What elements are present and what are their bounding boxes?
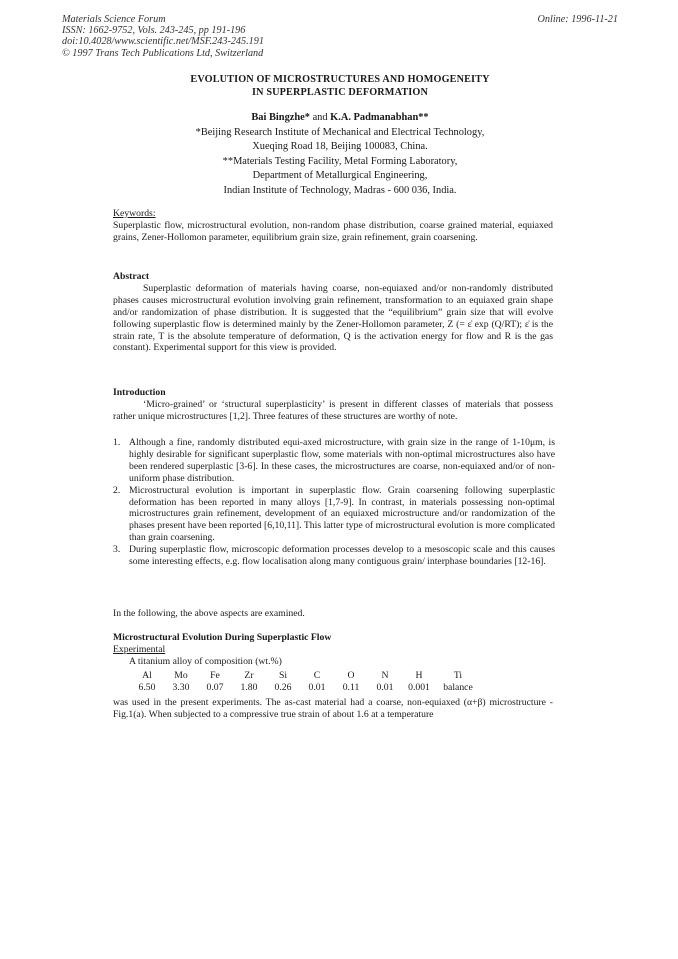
author-1: Bai Bingzhe* bbox=[251, 112, 310, 123]
affiliation-5: Indian Institute of Technology, Madras - 600 036, India. bbox=[223, 184, 457, 196]
experimental-text: was used in the present experiments. The as-cast material had a coarse, non-equiaxed (α+β) microstructure - Fig.1(a). When subjected to a compressive true strain of about 1.6 at a temperature bbox=[113, 697, 553, 720]
affiliation-1: *Beijing Research Institute of Mechanical and Electrical Technology, bbox=[195, 126, 485, 138]
element-cell: O bbox=[347, 670, 355, 681]
microstructural-section bbox=[113, 632, 553, 668]
keywords-text: Superplastic flow, microstructural evolution, non-random phase distribution, coarse grained material, equiaxed grains, Zener-Hollomon parameter, equilibrium grain size, grain refinement, grain coarsening. bbox=[113, 219, 553, 243]
element-cell: N bbox=[381, 670, 389, 681]
copyright-line: © 1997 Trans Tech Publications Ltd, Switzerland bbox=[62, 47, 264, 59]
list-text: During superplastic flow, microscopic deformation processes develop to a mesoscopic scale and this causes some interesting effects, e.g. flow localisation along many contiguous grain/ interphase boundaries [12-16]. bbox=[129, 544, 555, 568]
value-cell: 6.50 bbox=[138, 681, 156, 693]
element-cell: Mo bbox=[174, 670, 188, 681]
author-2: K.A. Padmanabhan** bbox=[330, 112, 429, 123]
list-text: Although a fine, randomly distributed equi-axed microstructure, with grain size in the range of 1-10μm, is highly desirable for significant superplastic flow, some materials with non-optimal microstructures also have been rendered superplastic [3-6]. In these cases, the microstructures are coarse, non-equiaxed and/or of non-uniform phase distribution. bbox=[129, 437, 555, 484]
keywords-heading: Keywords: bbox=[113, 208, 156, 219]
list-text: Microstructural evolution is important in superplastic flow. Grain coarsening following superplastic deformation has been reported in many alloys [1,7-9]. In contrast, in materials possessing non-optimal microstructures grain refinement, development of an equiaxed microstructure and/or randomization of the phases present have been reported [6,10,11]. This latter type of microstructural evolution is more complicated than grain coarsening. bbox=[129, 484, 555, 544]
list-number: 3. bbox=[113, 544, 121, 556]
element-cell: Si bbox=[278, 670, 288, 681]
value-cell: 0.01 bbox=[308, 681, 326, 693]
element-cell: Ti bbox=[453, 670, 463, 681]
affiliation-2: Xueqing Road 18, Beijing 100083, China. bbox=[252, 141, 428, 152]
value-row bbox=[130, 682, 480, 694]
element-cell: Zr bbox=[244, 670, 254, 681]
following-paragraph: In the following, the above aspects are examined. bbox=[113, 608, 305, 619]
affiliation-4: Department of Metallurgical Engineering, bbox=[252, 170, 428, 181]
composition-intro: A titanium alloy of composition (wt.%) bbox=[129, 655, 282, 667]
value-cell: balance bbox=[443, 681, 473, 693]
value-cell: 1.80 bbox=[240, 681, 258, 693]
list-number: 1. bbox=[113, 437, 121, 448]
list-item bbox=[113, 485, 555, 545]
author-names bbox=[110, 111, 570, 126]
features-list bbox=[113, 437, 555, 568]
title-line-1: EVOLUTION OF MICROSTRUCTURES AND HOMOGENEITY bbox=[190, 74, 490, 85]
abstract-text: Superplastic deformation of materials having coarse, non-equiaxed and/or non-randomly distributed phases causes microstructural evolution involving grain refinement, transformation to an equiaxed grain shape and/or randomization of phase distribution. It is suggested that the “equilibrium” grain size that will evolve following superplastic flow is determined mainly by the Zener-Hollomon parameter, Z (= ε̇ exp (Q/RT); ε̇ is the strain rate, T is the absolute temperature of deformation, Q is the activation energy for flow and R is the gas constant). Experimental support for this view is provided. bbox=[113, 282, 553, 354]
title-line-2: IN SUPERPLASTIC DEFORMATION bbox=[252, 87, 428, 98]
keywords-section bbox=[113, 208, 553, 244]
author-conjunction: and bbox=[309, 112, 331, 123]
introduction-heading: Introduction bbox=[113, 387, 166, 398]
introduction-text: ‘Micro-grained’ or ‘structural superplasticity’ is present in different classes of materials that possess rather unique microstructures [1,2]. Three features of these structures are worthy of note. bbox=[113, 398, 553, 422]
abstract-heading: Abstract bbox=[113, 271, 150, 282]
doi-line: doi:10.4028/www.scientific.net/MSF.243-245.191 bbox=[62, 36, 264, 48]
value-cell: 3.30 bbox=[172, 681, 190, 693]
list-item bbox=[113, 437, 555, 485]
author-block bbox=[110, 111, 570, 198]
value-cell: 0.01 bbox=[376, 681, 394, 693]
journal-header bbox=[62, 14, 618, 59]
value-cell: 0.11 bbox=[342, 681, 360, 693]
value-cell: 0.26 bbox=[274, 681, 292, 693]
element-row bbox=[130, 670, 480, 682]
section-heading: Microstructural Evolution During Superplastic Flow bbox=[113, 632, 332, 643]
value-cell: 0.07 bbox=[206, 681, 224, 693]
online-date: Online: 1996-11-21 bbox=[537, 14, 618, 25]
element-cell: Fe bbox=[210, 670, 220, 681]
value-cell: 0.001 bbox=[408, 681, 430, 693]
list-item bbox=[113, 544, 555, 568]
experimental-subheading: Experimental bbox=[113, 643, 166, 655]
abstract-section bbox=[113, 271, 553, 354]
journal-name: Materials Science Forum bbox=[62, 14, 166, 25]
list-number: 2. bbox=[113, 484, 121, 496]
composition-table bbox=[130, 670, 490, 694]
affiliation-3: **Materials Testing Facility, Metal Forming Laboratory, bbox=[222, 155, 458, 167]
paper-title bbox=[110, 73, 570, 99]
introduction-section bbox=[113, 387, 553, 423]
element-cell: C bbox=[313, 670, 321, 681]
issn-line: ISSN: 1662-9752, Vols. 243-245, pp 191-196 bbox=[62, 25, 246, 37]
element-cell: Al bbox=[142, 670, 152, 681]
element-cell: H bbox=[415, 670, 423, 681]
